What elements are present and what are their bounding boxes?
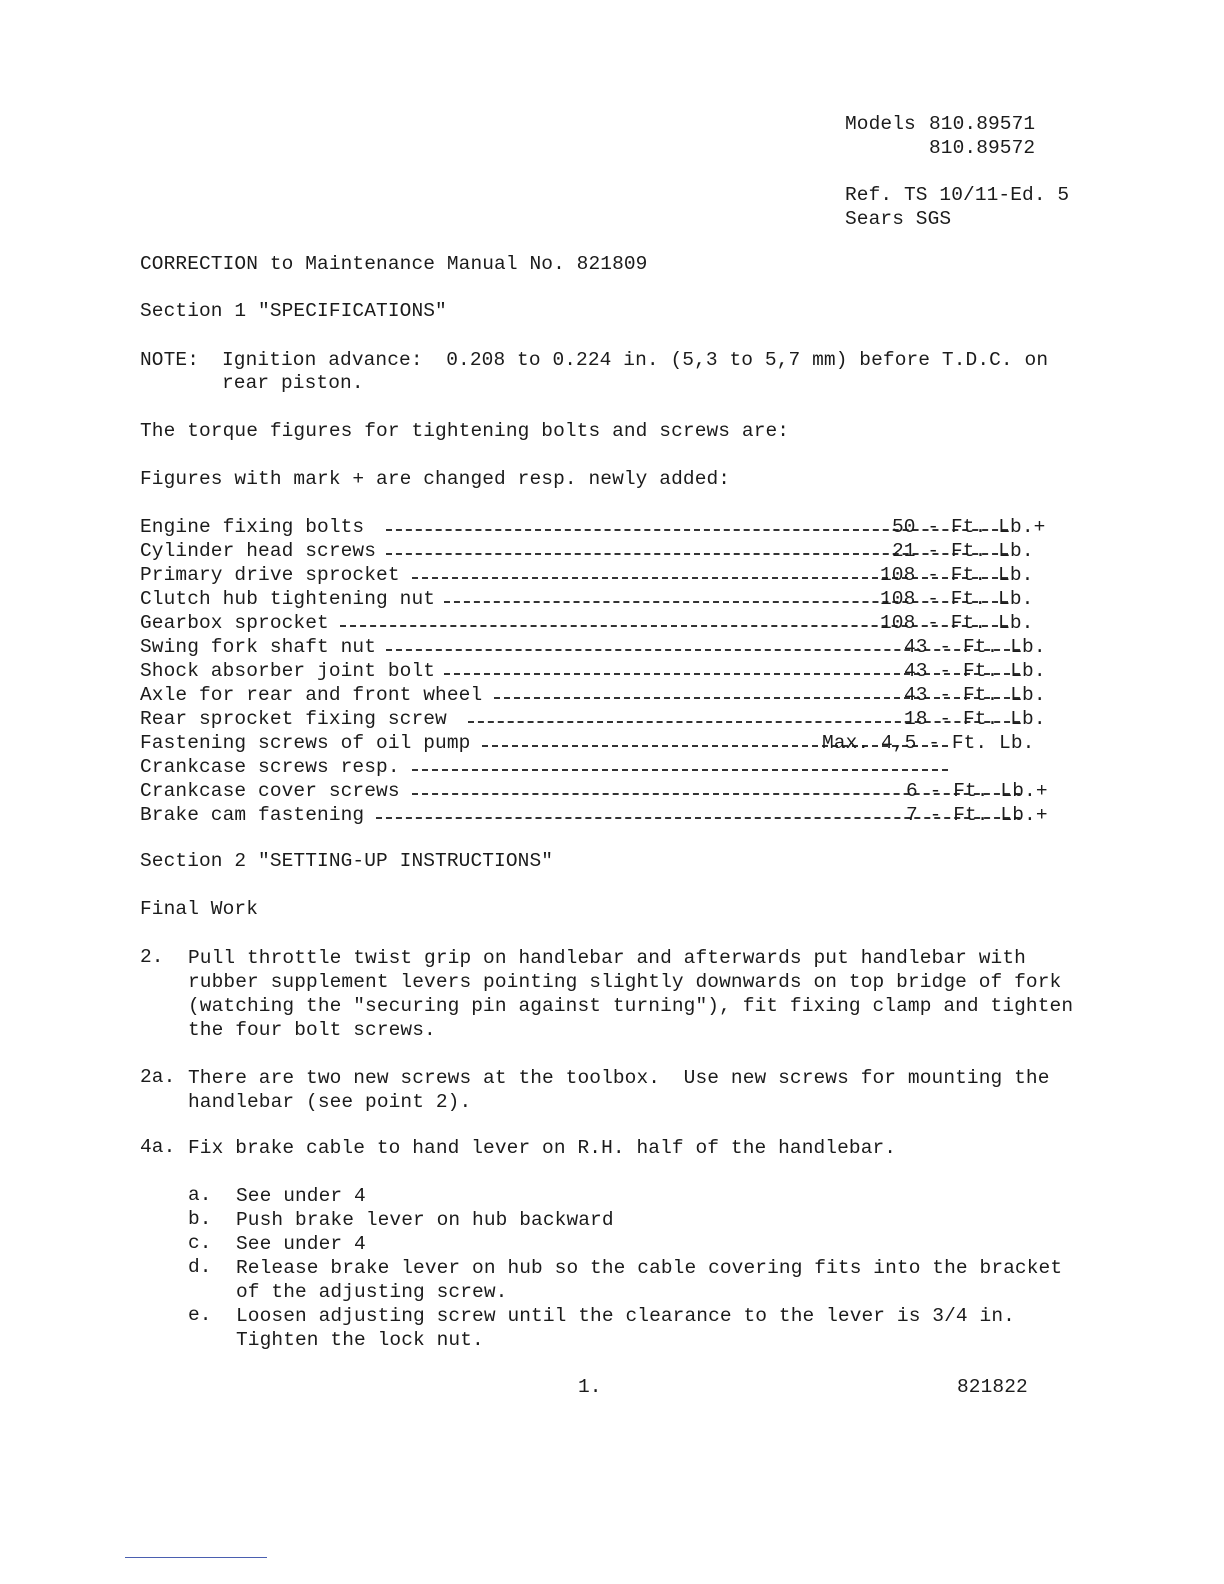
note-label: NOTE:	[140, 349, 200, 371]
subitem-text: See under 4	[236, 1233, 366, 1255]
torque-label: Crankcase screws resp.	[140, 756, 400, 778]
torque-intro: The torque figures for tightening bolts and screws are:	[140, 420, 790, 442]
torque-row	[140, 588, 1050, 612]
torque-label: Fastening screws of oil pump	[140, 732, 471, 754]
torque-value: 43 - Ft. Lb.	[904, 684, 1046, 706]
torque-label: Axle for rear and front wheel	[140, 684, 483, 706]
model-number-1: 810.89571	[929, 113, 1036, 135]
item-number: 4a.	[140, 1136, 176, 1158]
torque-label: Gearbox sprocket	[140, 612, 329, 634]
subitem-text: Loosen adjusting screw until the clearance to the lever is 3/4 in. Tighten the lock nut.	[236, 1305, 1015, 1351]
subitem-text: See under 4	[236, 1185, 366, 1207]
torque-row	[140, 780, 1050, 804]
torque-value: 108 - Ft. Lb.	[880, 612, 1034, 634]
page-number: 1.	[578, 1376, 602, 1398]
torque-row	[140, 732, 1050, 756]
torque-label: Clutch hub tightening nut	[140, 588, 436, 610]
torque-row	[140, 708, 1050, 732]
torque-label: Brake cam fastening	[140, 804, 365, 826]
models-label: Models	[845, 113, 916, 135]
torque-row	[140, 540, 1050, 564]
organization-line: Sears SGS	[845, 208, 952, 230]
item-number: 2.	[140, 946, 164, 968]
item-text: Pull throttle twist grip on handlebar and afterwards put handlebar with rubber supplement levers pointing slightly downwards on top bridge of fork (watching the "securing pin against turning"), fit fixing clamp and tighten the four bolt screws.	[188, 947, 1074, 1041]
model-number-2: 810.89572	[929, 137, 1036, 159]
torque-row	[140, 684, 1050, 708]
section1-title: Section 1 "SPECIFICATIONS"	[140, 300, 447, 322]
subitem-letter: b.	[188, 1208, 212, 1230]
torque-row	[140, 636, 1050, 660]
marked-intro: Figures with mark + are changed resp. newly added:	[140, 468, 731, 490]
torque-row	[140, 660, 1050, 684]
torque-row	[140, 516, 1050, 540]
item-text: Fix brake cable to hand lever on R.H. half of the handlebar.	[188, 1137, 897, 1159]
torque-value: 7 - Ft. Lb.+	[906, 804, 1048, 826]
note-line-1: Ignition advance: 0.208 to 0.224 in. (5,3 to 5,7 mm) before T.D.C. on	[222, 349, 1049, 371]
torque-row	[140, 804, 1050, 828]
note-line-2: rear piston.	[222, 372, 364, 394]
subitem-text: Push brake lever on hub backward	[236, 1209, 614, 1231]
subitem-letter: d.	[188, 1256, 212, 1278]
torque-label: Rear sprocket fixing screw	[140, 708, 447, 730]
torque-label: Primary drive sprocket	[140, 564, 400, 586]
document-number: 821822	[957, 1376, 1028, 1398]
reference-line: Ref. TS 10/11-Ed. 5	[845, 184, 1070, 206]
torque-value: 6 - Ft. Lb.+	[906, 780, 1048, 802]
torque-value: 108 - Ft. Lb.	[880, 588, 1034, 610]
torque-row	[140, 612, 1050, 636]
section2-title: Section 2 "SETTING-UP INSTRUCTIONS"	[140, 850, 554, 872]
subitem-letter: c.	[188, 1232, 212, 1254]
footnote-rule	[125, 1557, 267, 1558]
section2-subtitle: Final Work	[140, 898, 259, 920]
torque-label: Cylinder head screws	[140, 540, 377, 562]
leader-dashes	[412, 769, 948, 771]
torque-value: 21 - Ft. Lb.	[892, 540, 1034, 562]
correction-title: CORRECTION to Maintenance Manual No. 821809	[140, 253, 648, 275]
torque-row	[140, 756, 1050, 780]
subitem-letter: a.	[188, 1184, 212, 1206]
subitem-letter: e.	[188, 1304, 212, 1326]
torque-value: 18 - Ft. Lb.	[904, 708, 1046, 730]
torque-value: Max. 4,5 - Ft. Lb.	[822, 732, 1035, 754]
torque-value: 108 - Ft. Lb.	[880, 564, 1034, 586]
torque-value: 43 - Ft. Lb.	[904, 660, 1046, 682]
torque-label: Swing fork shaft nut	[140, 636, 377, 658]
torque-label: Engine fixing bolts	[140, 516, 365, 538]
torque-label: Shock absorber joint bolt	[140, 660, 436, 682]
torque-row	[140, 564, 1050, 588]
item-number: 2a.	[140, 1066, 176, 1088]
subitem-text: Release brake lever on hub so the cable covering fits into the bracket of the adjusting screw.	[236, 1257, 1063, 1303]
torque-value: 43 - Ft. Lb.	[904, 636, 1046, 658]
item-text: There are two new screws at the toolbox. Use new screws for mounting the handlebar (see point 2).	[188, 1067, 1050, 1113]
torque-label: Crankcase cover screws	[140, 780, 400, 802]
torque-value: 50 - Ft. Lb.+	[892, 516, 1046, 538]
